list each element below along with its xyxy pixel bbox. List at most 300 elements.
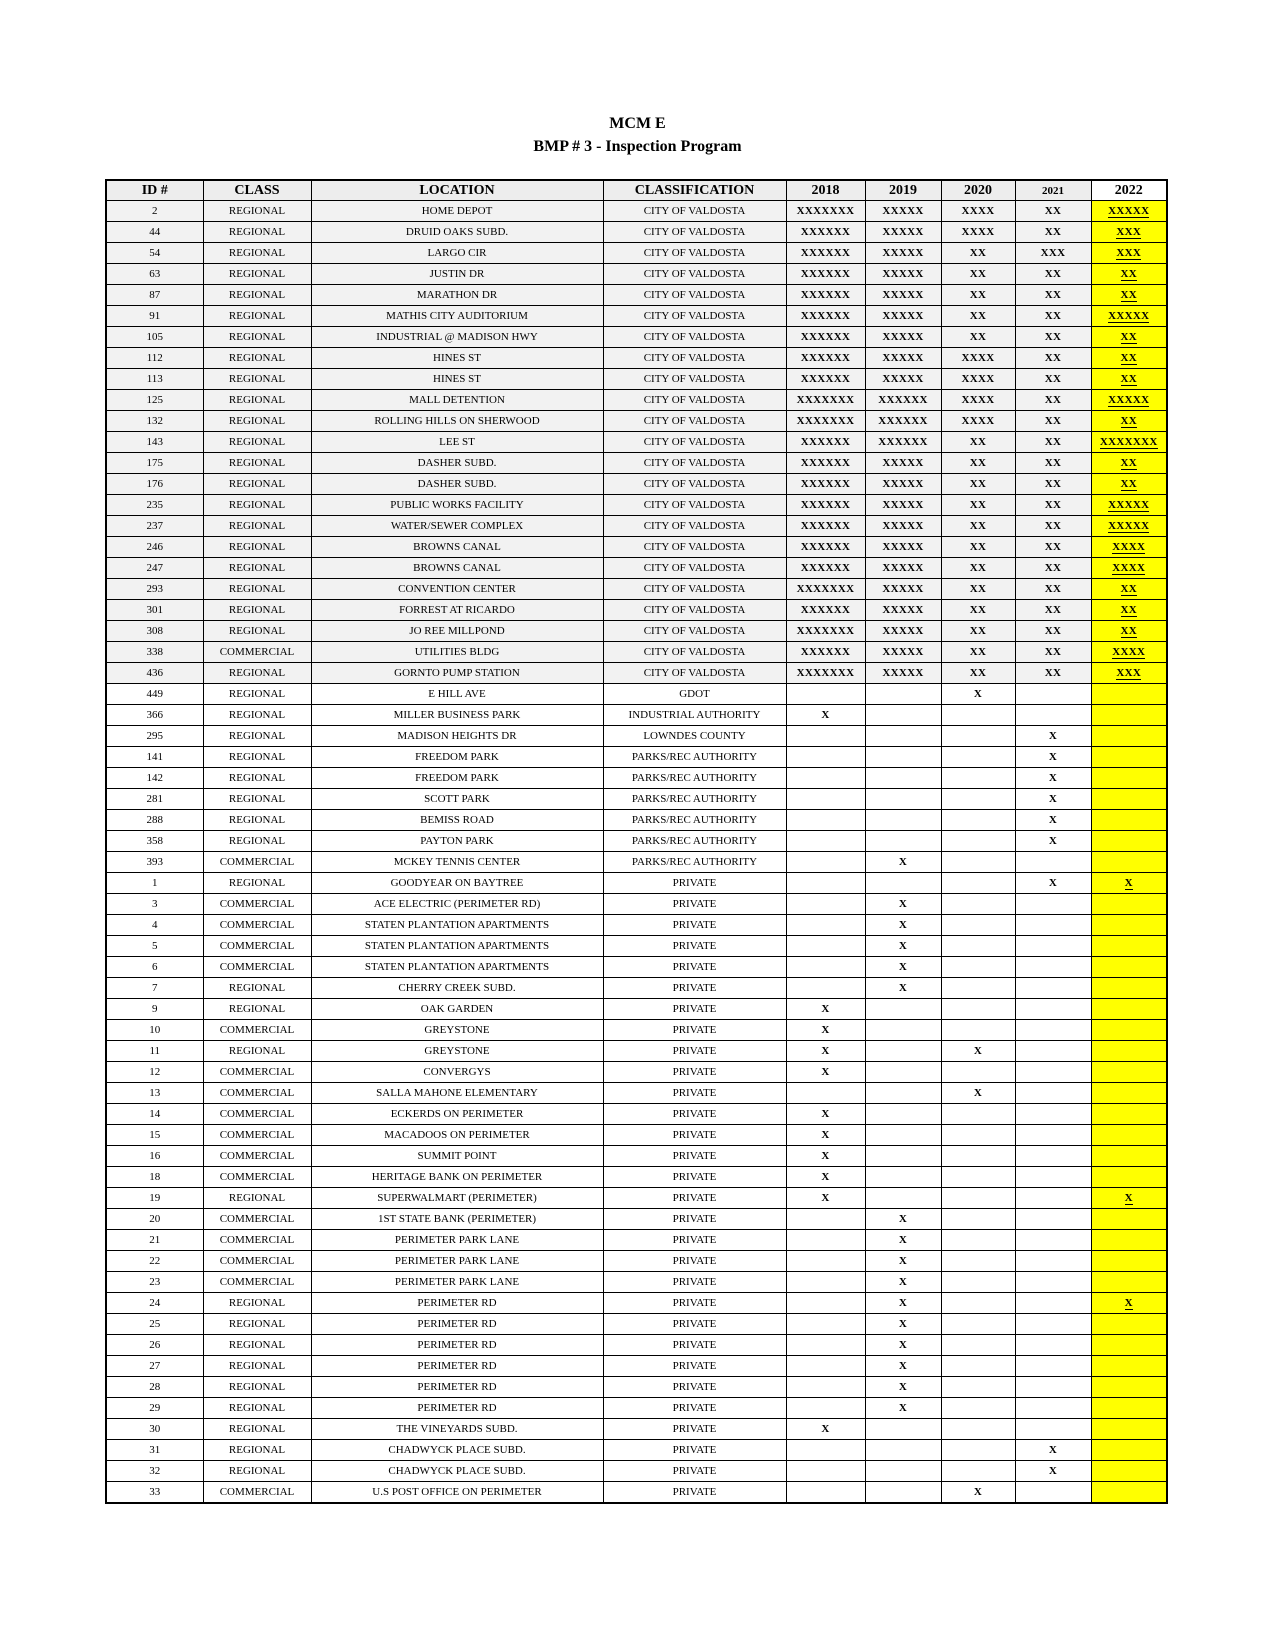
mark-2022: XXXXX (1108, 310, 1150, 322)
cell-year-2018: XXXXXX (786, 516, 865, 537)
cell-year-2019 (865, 999, 941, 1020)
cell-year-2018 (786, 1335, 865, 1356)
mark-2022: XX (1120, 625, 1137, 637)
table-row (106, 1482, 1167, 1504)
cell-location: MATHIS CITY AUDITORIUM (311, 306, 603, 327)
cell-year-2019 (865, 1146, 941, 1167)
table-row (106, 1209, 1167, 1230)
cell-year-2022 (1091, 705, 1167, 726)
cell-class: REGIONAL (203, 600, 311, 621)
cell-year-2021 (1015, 1377, 1091, 1398)
cell-year-2020 (941, 1209, 1015, 1230)
cell-class: REGIONAL (203, 201, 311, 222)
table-row (106, 579, 1167, 600)
cell-year-2020 (941, 831, 1015, 852)
cell-year-2020: X (941, 1482, 1015, 1504)
cell-location: PERIMETER RD (311, 1314, 603, 1335)
cell-year-2021 (1015, 1041, 1091, 1062)
cell-classification: CITY OF VALDOSTA (603, 495, 786, 516)
cell-year-2018: XXXXXXX (786, 621, 865, 642)
cell-year-2018: XXXXXX (786, 600, 865, 621)
cell-year-2018 (786, 1377, 865, 1398)
cell-year-2021 (1015, 894, 1091, 915)
cell-classification: CITY OF VALDOSTA (603, 516, 786, 537)
cell-class: COMMERCIAL (203, 1167, 311, 1188)
cell-year-2022 (1091, 369, 1167, 390)
cell-location: CONVENTION CENTER (311, 579, 603, 600)
document-subtitle: BMP # 3 - Inspection Program (533, 138, 742, 155)
cell-location: ACE ELECTRIC (PERIMETER RD) (311, 894, 603, 915)
cell-id: 10 (106, 1020, 203, 1041)
cell-year-2020 (941, 852, 1015, 873)
cell-class: REGIONAL (203, 663, 311, 684)
cell-year-2018 (786, 831, 865, 852)
cell-class: REGIONAL (203, 390, 311, 411)
cell-year-2020 (941, 1419, 1015, 1440)
cell-class: COMMERCIAL (203, 957, 311, 978)
cell-classification: CITY OF VALDOSTA (603, 600, 786, 621)
table-row (106, 516, 1167, 537)
table-row (106, 642, 1167, 663)
cell-year-2020 (941, 1125, 1015, 1146)
cell-year-2019: X (865, 1230, 941, 1251)
cell-year-2022 (1091, 432, 1167, 453)
cell-location: PERIMETER RD (311, 1293, 603, 1314)
cell-location: DASHER SUBD. (311, 474, 603, 495)
table-row (106, 1314, 1167, 1335)
cell-location: STATEN PLANTATION APARTMENTS (311, 915, 603, 936)
cell-class: COMMERCIAL (203, 1482, 311, 1504)
cell-year-2020: XX (941, 663, 1015, 684)
mark-2022: XX (1120, 331, 1137, 343)
cell-classification: PRIVATE (603, 1020, 786, 1041)
cell-year-2022 (1091, 1167, 1167, 1188)
cell-classification: PRIVATE (603, 999, 786, 1020)
cell-location: LARGO CIR (311, 243, 603, 264)
table-row (106, 1062, 1167, 1083)
cell-year-2022 (1091, 1104, 1167, 1125)
cell-classification: PRIVATE (603, 1125, 786, 1146)
cell-id: 281 (106, 789, 203, 810)
cell-id: 14 (106, 1104, 203, 1125)
cell-class: REGIONAL (203, 327, 311, 348)
cell-year-2020: XXXX (941, 348, 1015, 369)
cell-year-2019: XXXXX (865, 453, 941, 474)
mark-2022: XXXXXXX (1099, 436, 1158, 448)
mark-2022: XX (1120, 289, 1137, 301)
cell-location: 1ST STATE BANK (PERIMETER) (311, 1209, 603, 1230)
cell-class: COMMERCIAL (203, 1104, 311, 1125)
mark-2022: X (1124, 877, 1133, 889)
cell-year-2021 (1015, 1062, 1091, 1083)
cell-year-2022 (1091, 852, 1167, 873)
cell-year-2019: X (865, 1377, 941, 1398)
cell-year-2020 (941, 1440, 1015, 1461)
cell-id: 5 (106, 936, 203, 957)
cell-year-2021: XX (1015, 453, 1091, 474)
cell-year-2019: XXXXX (865, 285, 941, 306)
header-row (106, 180, 1167, 201)
cell-id: 113 (106, 369, 203, 390)
cell-id: 288 (106, 810, 203, 831)
cell-year-2022 (1091, 453, 1167, 474)
cell-year-2022 (1091, 768, 1167, 789)
cell-year-2021: XX (1015, 621, 1091, 642)
cell-year-2021: XX (1015, 558, 1091, 579)
cell-id: 449 (106, 684, 203, 705)
cell-id: 16 (106, 1146, 203, 1167)
mark-2022: XXX (1116, 226, 1142, 238)
mark-2022: XX (1120, 415, 1137, 427)
cell-location: ROLLING HILLS ON SHERWOOD (311, 411, 603, 432)
cell-year-2022 (1091, 1335, 1167, 1356)
cell-year-2019: X (865, 1209, 941, 1230)
cell-year-2018: XXXXXX (786, 432, 865, 453)
cell-class: COMMERCIAL (203, 1083, 311, 1104)
cell-location: GREYSTONE (311, 1041, 603, 1062)
cell-year-2019: XXXXX (865, 348, 941, 369)
cell-year-2019 (865, 1083, 941, 1104)
cell-year-2019 (865, 1020, 941, 1041)
cell-year-2018 (786, 1209, 865, 1230)
cell-year-2019: XXXXXX (865, 411, 941, 432)
cell-id: 132 (106, 411, 203, 432)
cell-id: 105 (106, 327, 203, 348)
cell-year-2019: XXXXXX (865, 390, 941, 411)
cell-year-2020 (941, 1335, 1015, 1356)
cell-year-2019: X (865, 894, 941, 915)
cell-classification: CITY OF VALDOSTA (603, 306, 786, 327)
cell-year-2021 (1015, 1125, 1091, 1146)
table-row (106, 852, 1167, 873)
cell-id: 26 (106, 1335, 203, 1356)
cell-class: REGIONAL (203, 1335, 311, 1356)
cell-class: REGIONAL (203, 558, 311, 579)
cell-year-2018: X (786, 1062, 865, 1083)
cell-classification: CITY OF VALDOSTA (603, 264, 786, 285)
cell-id: 25 (106, 1314, 203, 1335)
cell-year-2019: X (865, 936, 941, 957)
cell-id: 32 (106, 1461, 203, 1482)
cell-year-2019: XXXXX (865, 621, 941, 642)
cell-year-2021: XX (1015, 474, 1091, 495)
mark-2022: XX (1120, 583, 1137, 595)
cell-year-2021: XXX (1015, 243, 1091, 264)
cell-year-2020: XX (941, 453, 1015, 474)
table-row (106, 1020, 1167, 1041)
cell-class: REGIONAL (203, 369, 311, 390)
cell-location: PERIMETER PARK LANE (311, 1230, 603, 1251)
cell-classification: PRIVATE (603, 1104, 786, 1125)
cell-year-2021: X (1015, 1440, 1091, 1461)
table-row (106, 243, 1167, 264)
cell-year-2020 (941, 957, 1015, 978)
cell-year-2019: X (865, 1272, 941, 1293)
cell-id: 176 (106, 474, 203, 495)
cell-id: 143 (106, 432, 203, 453)
cell-id: 366 (106, 705, 203, 726)
cell-location: SCOTT PARK (311, 789, 603, 810)
cell-year-2019: XXXXX (865, 201, 941, 222)
mark-2022: X (1124, 1192, 1133, 1204)
cell-year-2021 (1015, 1272, 1091, 1293)
cell-year-2020: X (941, 1041, 1015, 1062)
cell-year-2018 (786, 1230, 865, 1251)
cell-class: REGIONAL (203, 831, 311, 852)
cell-year-2020: XXXX (941, 222, 1015, 243)
cell-class: COMMERCIAL (203, 852, 311, 873)
cell-year-2021: XX (1015, 306, 1091, 327)
table-row (106, 264, 1167, 285)
table-row (106, 1167, 1167, 1188)
cell-year-2021 (1015, 1419, 1091, 1440)
cell-location: PERIMETER RD (311, 1335, 603, 1356)
cell-year-2021: XX (1015, 495, 1091, 516)
cell-class: COMMERCIAL (203, 642, 311, 663)
cell-year-2018: X (786, 1188, 865, 1209)
cell-year-2019 (865, 1482, 941, 1504)
cell-id: 19 (106, 1188, 203, 1209)
cell-location: FREEDOM PARK (311, 768, 603, 789)
cell-year-2022 (1091, 726, 1167, 747)
cell-year-2022 (1091, 1314, 1167, 1335)
cell-year-2022 (1091, 1062, 1167, 1083)
table-row (106, 348, 1167, 369)
cell-id: 358 (106, 831, 203, 852)
mark-2022: XXXXX (1108, 499, 1150, 511)
cell-classification: PRIVATE (603, 936, 786, 957)
cell-year-2020 (941, 1314, 1015, 1335)
cell-year-2019 (865, 705, 941, 726)
cell-id: 112 (106, 348, 203, 369)
cell-classification: PARKS/REC AUTHORITY (603, 789, 786, 810)
cell-year-2018 (786, 810, 865, 831)
cell-year-2021: X (1015, 873, 1091, 894)
cell-location: GOODYEAR ON BAYTREE (311, 873, 603, 894)
cell-class: REGIONAL (203, 999, 311, 1020)
cell-year-2021: XX (1015, 663, 1091, 684)
cell-year-2022 (1091, 936, 1167, 957)
table-row (106, 1251, 1167, 1272)
mark-2022: XX (1120, 604, 1137, 616)
cell-classification: PARKS/REC AUTHORITY (603, 831, 786, 852)
cell-year-2018: XXXXXX (786, 327, 865, 348)
cell-id: 7 (106, 978, 203, 999)
cell-year-2020: XX (941, 306, 1015, 327)
cell-location: HERITAGE BANK ON PERIMETER (311, 1167, 603, 1188)
cell-classification: PRIVATE (603, 957, 786, 978)
cell-year-2018: XXXXXXX (786, 201, 865, 222)
cell-year-2020: XX (941, 285, 1015, 306)
header-class: CLASS (203, 180, 311, 201)
cell-year-2019 (865, 1041, 941, 1062)
cell-id: 27 (106, 1356, 203, 1377)
cell-year-2019: XXXXXX (865, 432, 941, 453)
cell-classification: PRIVATE (603, 1209, 786, 1230)
table-row (106, 537, 1167, 558)
cell-classification: LOWNDES COUNTY (603, 726, 786, 747)
cell-year-2020 (941, 1020, 1015, 1041)
table-row (106, 432, 1167, 453)
header-2020: 2020 (941, 180, 1015, 201)
cell-year-2018: X (786, 1104, 865, 1125)
header-2022: 2022 (1091, 180, 1167, 201)
mark-2022: XXXXX (1108, 205, 1150, 217)
cell-year-2022 (1091, 1398, 1167, 1419)
cell-location: INDUSTRIAL @ MADISON HWY (311, 327, 603, 348)
table-row (106, 894, 1167, 915)
cell-year-2019 (865, 747, 941, 768)
cell-id: 13 (106, 1083, 203, 1104)
cell-id: 91 (106, 306, 203, 327)
cell-year-2019: X (865, 957, 941, 978)
cell-year-2018: XXXXXX (786, 264, 865, 285)
cell-year-2019: XXXXX (865, 369, 941, 390)
cell-class: REGIONAL (203, 453, 311, 474)
header-location: LOCATION (311, 180, 603, 201)
cell-class: REGIONAL (203, 1356, 311, 1377)
cell-year-2018: XXXXXX (786, 348, 865, 369)
cell-class: REGIONAL (203, 726, 311, 747)
cell-id: 4 (106, 915, 203, 936)
table-row (106, 936, 1167, 957)
table-row (106, 684, 1167, 705)
cell-class: REGIONAL (203, 1440, 311, 1461)
cell-year-2019 (865, 810, 941, 831)
cell-location: PERIMETER RD (311, 1398, 603, 1419)
cell-year-2022 (1091, 600, 1167, 621)
cell-class: COMMERCIAL (203, 1062, 311, 1083)
cell-location: STATEN PLANTATION APARTMENTS (311, 957, 603, 978)
cell-location: PERIMETER PARK LANE (311, 1272, 603, 1293)
cell-year-2021 (1015, 999, 1091, 1020)
cell-class: REGIONAL (203, 768, 311, 789)
cell-year-2020: XX (941, 579, 1015, 600)
cell-id: 15 (106, 1125, 203, 1146)
cell-classification: PARKS/REC AUTHORITY (603, 768, 786, 789)
cell-class: REGIONAL (203, 348, 311, 369)
cell-year-2022 (1091, 1230, 1167, 1251)
cell-class: REGIONAL (203, 495, 311, 516)
cell-year-2021 (1015, 1398, 1091, 1419)
table-row (106, 1188, 1167, 1209)
cell-location: CONVERGYS (311, 1062, 603, 1083)
table-row (106, 390, 1167, 411)
cell-year-2020 (941, 768, 1015, 789)
cell-id: 235 (106, 495, 203, 516)
cell-location: MARATHON DR (311, 285, 603, 306)
cell-year-2018 (786, 957, 865, 978)
cell-year-2022 (1091, 558, 1167, 579)
cell-year-2018: X (786, 1041, 865, 1062)
cell-year-2022 (1091, 831, 1167, 852)
mark-2022: XX (1120, 478, 1137, 490)
cell-year-2019: X (865, 1335, 941, 1356)
table-row (106, 306, 1167, 327)
cell-year-2022 (1091, 243, 1167, 264)
cell-class: REGIONAL (203, 222, 311, 243)
cell-year-2018: XXXXXX (786, 369, 865, 390)
cell-id: 12 (106, 1062, 203, 1083)
cell-year-2020 (941, 1062, 1015, 1083)
table-row (106, 1041, 1167, 1062)
cell-year-2019: XXXXX (865, 663, 941, 684)
cell-id: 44 (106, 222, 203, 243)
cell-classification: PRIVATE (603, 1440, 786, 1461)
cell-id: 6 (106, 957, 203, 978)
cell-year-2020 (941, 1356, 1015, 1377)
cell-year-2020: XX (941, 243, 1015, 264)
cell-id: 18 (106, 1167, 203, 1188)
cell-year-2020 (941, 1188, 1015, 1209)
cell-year-2022 (1091, 1482, 1167, 1504)
cell-year-2021: X (1015, 810, 1091, 831)
cell-location: BEMISS ROAD (311, 810, 603, 831)
cell-classification: PRIVATE (603, 1041, 786, 1062)
cell-class: COMMERCIAL (203, 1125, 311, 1146)
cell-id: 293 (106, 579, 203, 600)
cell-year-2018: XXXXXX (786, 537, 865, 558)
cell-year-2018: X (786, 999, 865, 1020)
cell-year-2022 (1091, 1272, 1167, 1293)
table-row (106, 1230, 1167, 1251)
header-id: ID # (106, 180, 203, 201)
document-header (0, 112, 1275, 158)
cell-year-2020 (941, 894, 1015, 915)
cell-classification: PRIVATE (603, 978, 786, 999)
table-row (106, 663, 1167, 684)
cell-year-2019 (865, 684, 941, 705)
cell-year-2021 (1015, 1020, 1091, 1041)
cell-year-2020 (941, 999, 1015, 1020)
cell-location: CHADWYCK PLACE SUBD. (311, 1461, 603, 1482)
cell-year-2019: XXXXX (865, 579, 941, 600)
table-row (106, 621, 1167, 642)
cell-classification: PRIVATE (603, 1356, 786, 1377)
cell-year-2019: X (865, 1356, 941, 1377)
cell-location: LEE ST (311, 432, 603, 453)
table-row (106, 978, 1167, 999)
cell-year-2021: X (1015, 768, 1091, 789)
cell-year-2021: XX (1015, 642, 1091, 663)
table-row (106, 1146, 1167, 1167)
cell-class: COMMERCIAL (203, 915, 311, 936)
cell-id: 247 (106, 558, 203, 579)
cell-id: 2 (106, 201, 203, 222)
mark-2022: XX (1120, 457, 1137, 469)
cell-location: CHADWYCK PLACE SUBD. (311, 1440, 603, 1461)
cell-class: REGIONAL (203, 516, 311, 537)
cell-id: 23 (106, 1272, 203, 1293)
cell-year-2020 (941, 747, 1015, 768)
cell-year-2021 (1015, 1083, 1091, 1104)
cell-class: REGIONAL (203, 1419, 311, 1440)
cell-location: THE VINEYARDS SUBD. (311, 1419, 603, 1440)
cell-year-2020: XX (941, 600, 1015, 621)
cell-year-2022 (1091, 285, 1167, 306)
cell-year-2018: X (786, 705, 865, 726)
cell-class: REGIONAL (203, 432, 311, 453)
table-row (106, 1125, 1167, 1146)
cell-year-2020 (941, 1251, 1015, 1272)
cell-year-2019 (865, 726, 941, 747)
cell-class: REGIONAL (203, 1041, 311, 1062)
cell-year-2020: XX (941, 621, 1015, 642)
cell-class: REGIONAL (203, 789, 311, 810)
cell-class: REGIONAL (203, 978, 311, 999)
cell-year-2021 (1015, 915, 1091, 936)
cell-classification: CITY OF VALDOSTA (603, 222, 786, 243)
